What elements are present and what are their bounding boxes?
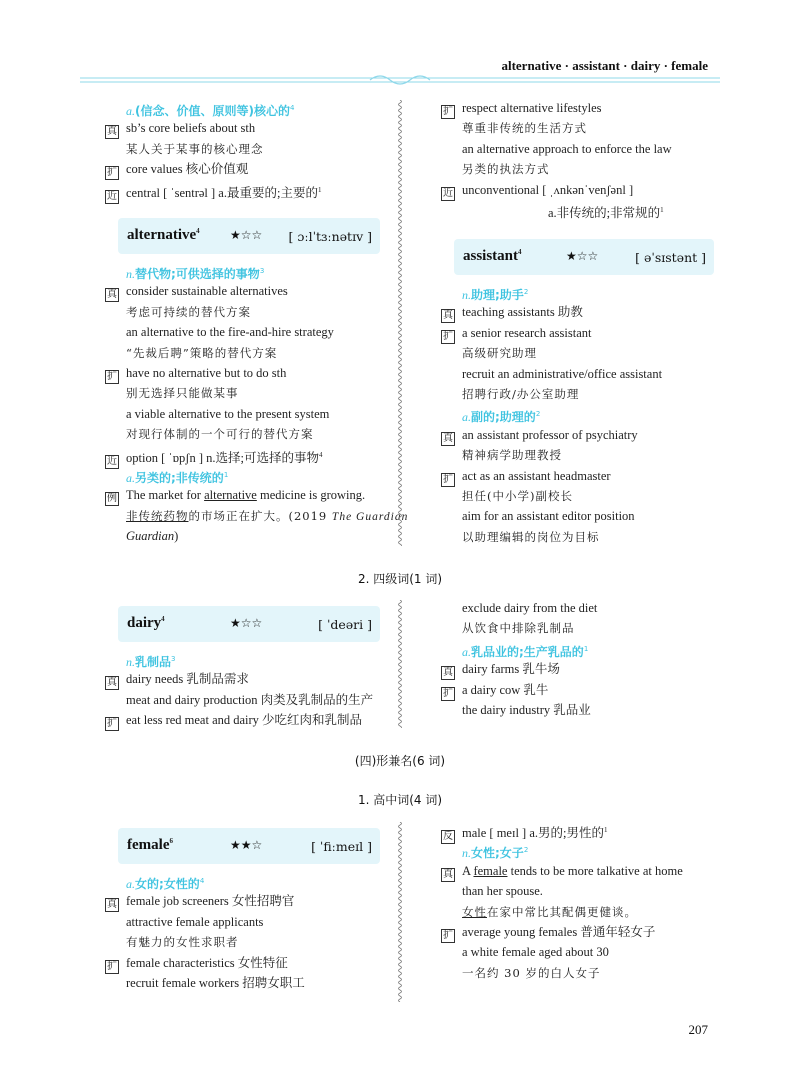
assistant-entry: n.助理;助手$^2$ 真 teaching assistants 助教 扩 a senior research assistant 高级研究助理 recruit an administrative/office assistant 招聘行政/办公室助理 a.副的;助理的$^2$ 真 an assistant professor of psychiatry 精神病学助理教授 扩 act as an assistant headmaster 担任(中小学)副校长 aim for an assistant editor position 以助理编辑的岗位为目标 [443, 288, 663, 544]
dairy-entry-left: n.乳制品$^3$ 真 dairy needs 乳制品需求 meat and dairy production 肉类及乳制品的生产 扩 eat less red meat and dairy 少吃红肉和乳制品 [107, 655, 374, 730]
headword-alternative: alternative$^4$ ★☆☆ [ ɔːlˈtɜːnətɪv ] [118, 218, 380, 254]
female-entry-left: a.女的;女性的$^4$ 真 female job screeners 女性招聘官 attractive female applicants 有魅力的女性求职者 扩 female characteristics 女性特征 recruit female workers 招聘女职工 [107, 877, 305, 990]
star-rating: ★☆☆ [230, 228, 263, 242]
right-column-top: 扩 respect alternative lifestyles 尊重非传统的生活方式 an alternative approach to enforce the law 另类的执法方式 近 unconventional [ ˌʌnkənˈvenʃənl ] a.非传统的;非常规的$^1$ [443, 101, 672, 221]
column-divider [396, 100, 404, 546]
header-ornament [80, 74, 720, 88]
headword-female: female$^6$ ★★☆ [ ˈfiːmeɪl ] [118, 828, 380, 864]
column-divider-3 [396, 822, 404, 1002]
section-title-adj-noun: (四)形兼名(6 词) [354, 754, 446, 768]
section-title-highschool: 1. 高中词(4 词) [357, 793, 443, 807]
sense-core: a.(信念、价值、原则等)核心的$^4$ [126, 104, 295, 118]
page-header [0, 0, 800, 90]
citation-tail: Guardian) [126, 529, 179, 543]
headword-dairy: dairy$^4$ ★☆☆ [ ˈdeəri ] [118, 606, 380, 642]
tag-zhen: 真 [107, 126, 117, 138]
column-divider-2 [396, 600, 404, 728]
phonetic: [ ɔːlˈtɜːnətɪv ] [288, 229, 372, 244]
headword-assistant: assistant$^4$ ★☆☆ [ əˈsɪstənt ] [454, 239, 714, 275]
left-column-top: a.(信念、价值、原则等)核心的$^4$ 真 sb’s core beliefs about sth 某人关于某事的核心理念 扩 core values 核心价值观 近 central [ ˈsentrəl ] a.最重要的;主要的$^1$ [126, 98, 396, 200]
female-entry-right: 反 male [ meɪl ] a.男的;男性的$^1$ n.女性;女子$^2$ 真 A female tends to be more talkative at home than her spouse. 女性在家中常比其配偶更健谈。 扩 average young females 普通年轻女子 a white female aged about 30 一名约 30 岁的白人女子 [443, 826, 683, 980]
dairy-entry-right: exclude dairy from the diet 从饮食中排除乳制品 a.乳品业的;生产乳品的$^1$ 真 dairy farms 乳牛场 扩 a dairy cow 乳牛 the dairy industry 乳品业 [443, 601, 598, 717]
page-number: 207 [688, 1022, 708, 1037]
section-title-cet4: 2. 四级词(1 词) [357, 572, 443, 586]
alternative-entry: n.替代物;可供选择的事物$^3$ 真 consider sustainable alternatives 考虑可持续的替代方案 an alternative to the fire-and-hire strategy “先裁后聘”策略的替代方案 扩 have no alternative but to do sth 别无选择只能做某事 a viable alternative to the present system 对现行体制的一个可行的替代方案 近 option [ ˈɒpʃn ] n.选择;可选择的事物$^4$ a.另类的;非传统的$^1$ 例 The market for alternative medicine is growing. 非传统药物的市场正在扩大。(2019 The Guardian [107, 267, 409, 523]
header-title: alternative · assistant · dairy · female [501, 58, 708, 73]
